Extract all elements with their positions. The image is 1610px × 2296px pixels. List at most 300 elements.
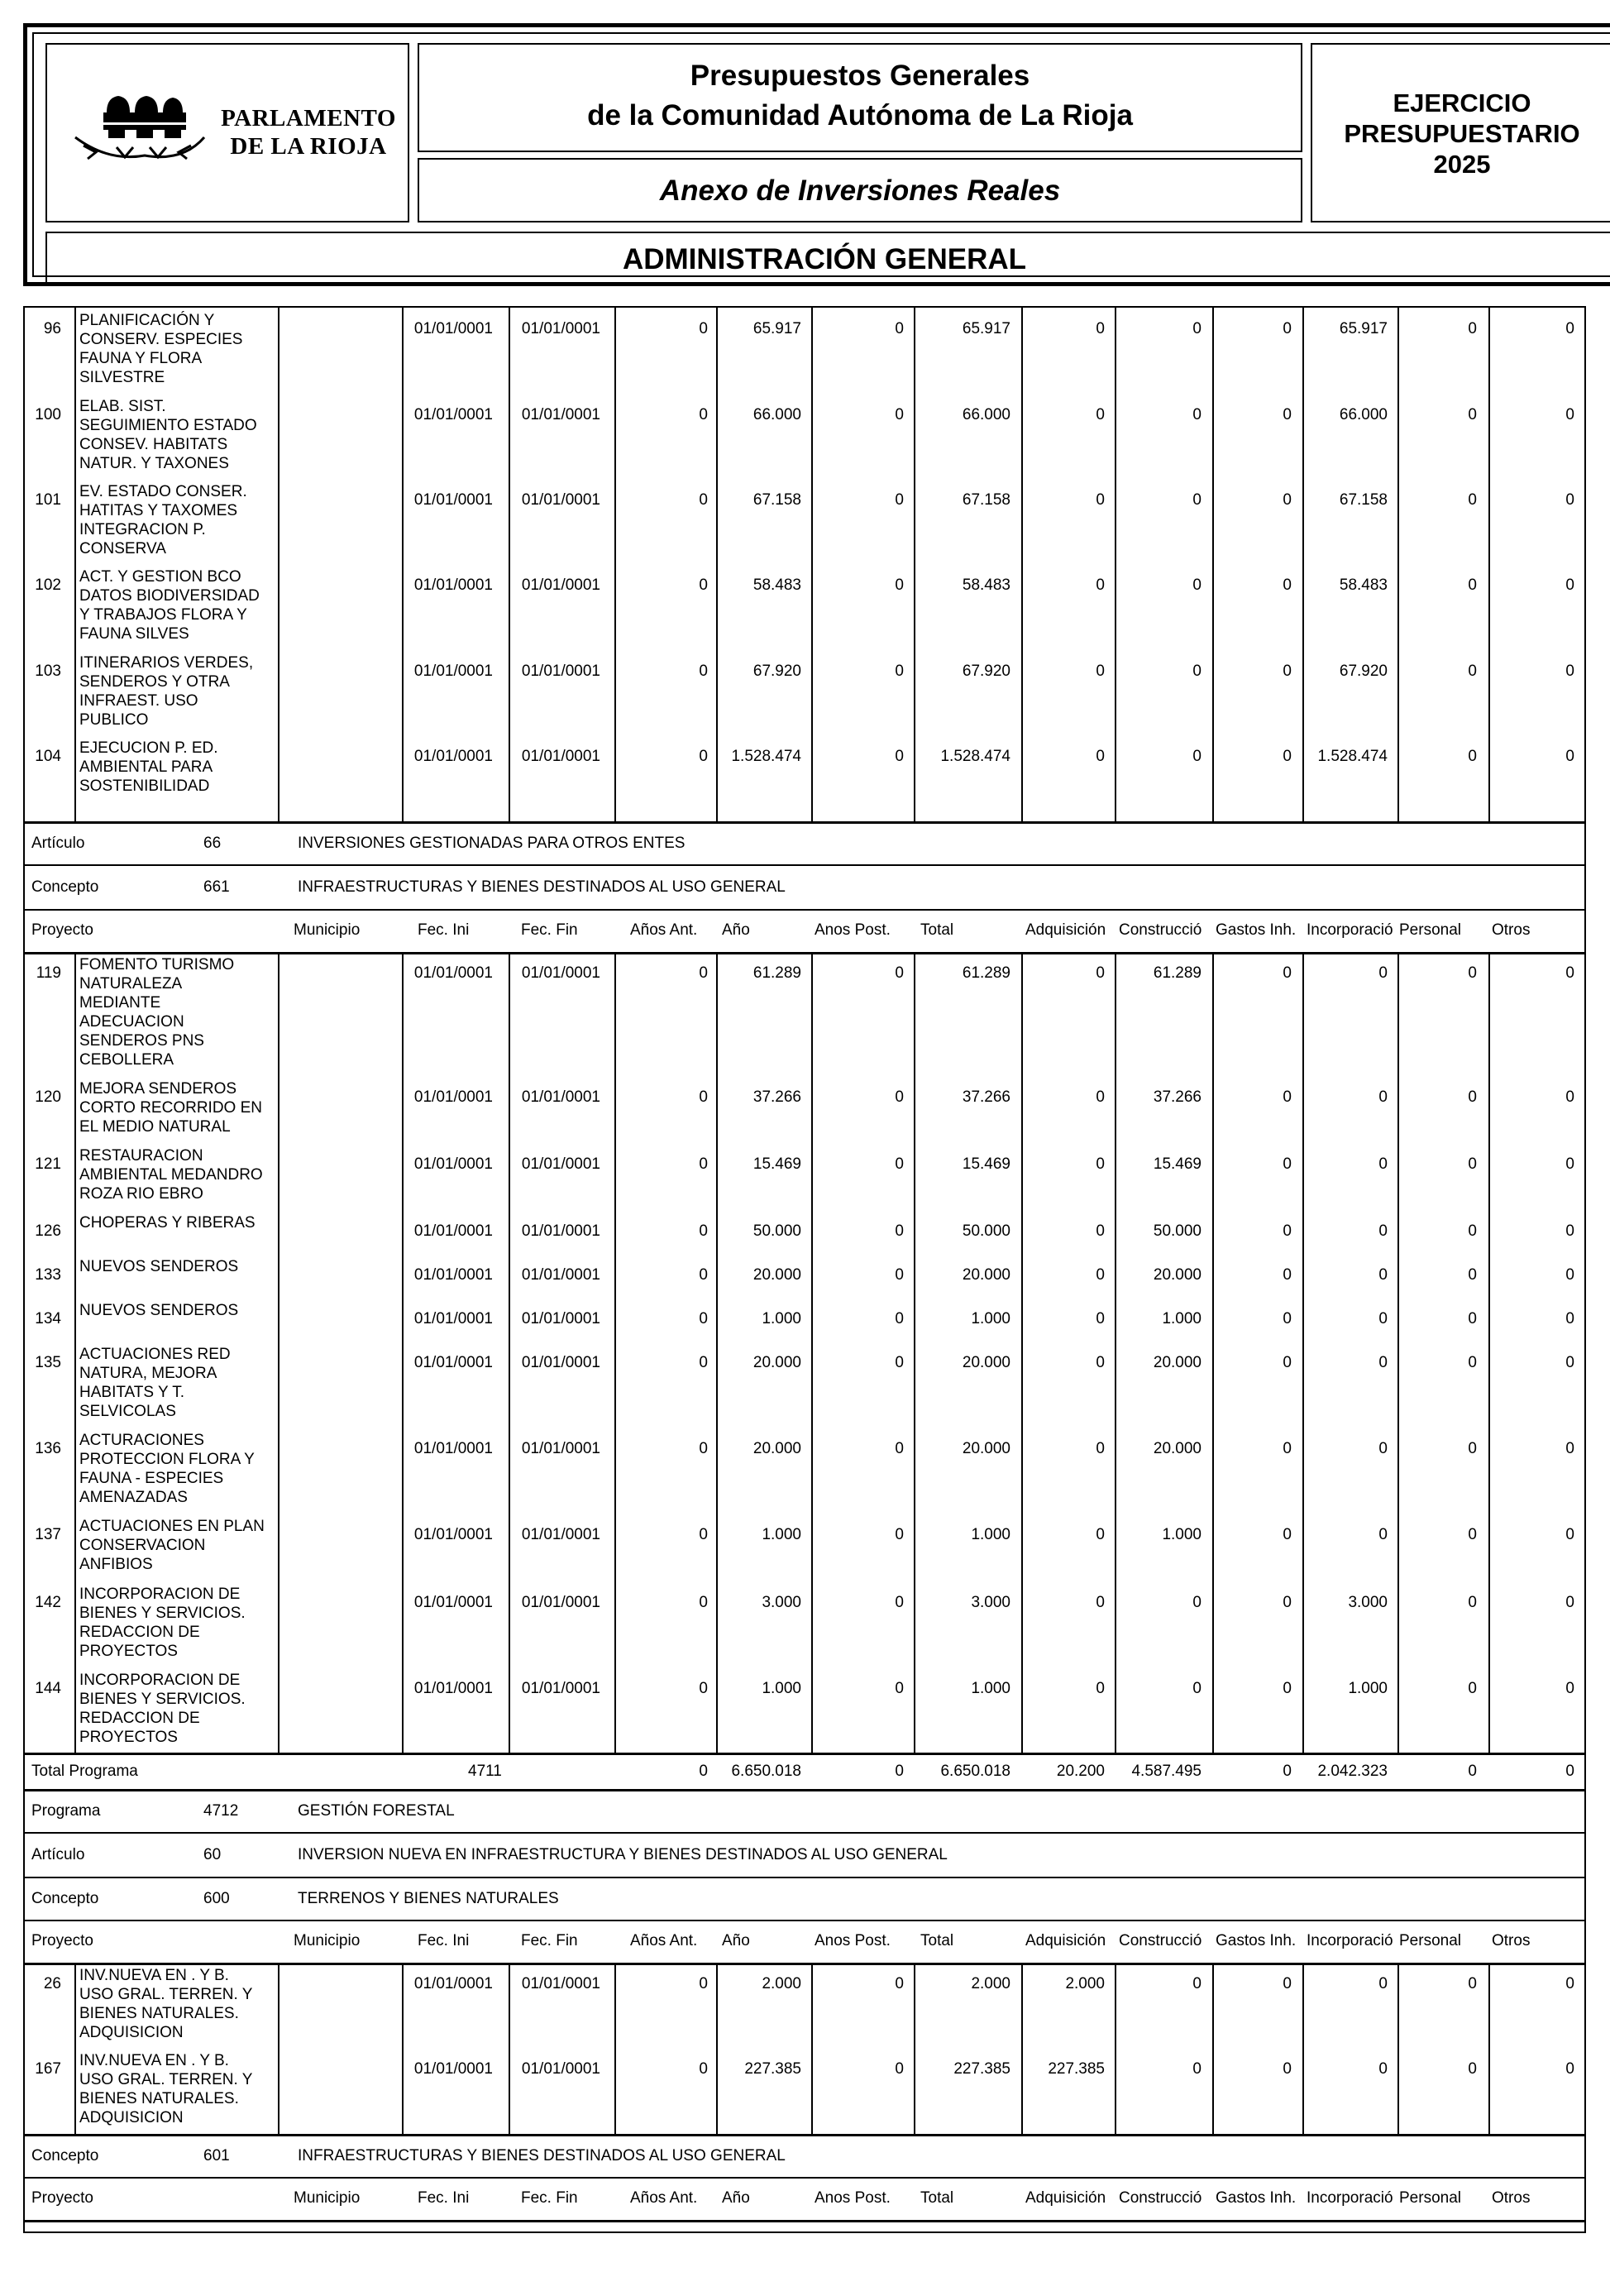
cell-pers: 0 [1468, 1155, 1477, 1173]
cell-pers: 0 [1468, 1680, 1477, 1697]
column-header: Personal [1399, 2189, 1461, 2207]
cell-post: 0 [895, 1594, 904, 1611]
cell-gastos: 0 [1283, 1222, 1292, 1240]
cell-cons: 0 [1192, 1975, 1202, 1992]
cell-gastos: 0 [1283, 1266, 1292, 1284]
cell-post: 0 [895, 1354, 904, 1371]
project-rows [25, 308, 1584, 821]
cell-post: 0 [895, 406, 904, 423]
description-line: HABITATS Y T. [79, 1384, 185, 1401]
cell-total: 20.000 [962, 1354, 1010, 1371]
cell-ant: 0 [699, 1680, 708, 1697]
description-line: ADQUISICION [79, 2024, 184, 2041]
cell-ini: 01/01/0001 [413, 1440, 493, 1457]
description-line: SELVICOLAS [79, 1403, 176, 1420]
section-code: 66 [203, 835, 222, 852]
cell-pers: 0 [1468, 1440, 1477, 1457]
cell-ini: 01/01/0001 [413, 2060, 493, 2078]
cell-description [79, 1671, 278, 1747]
cell-description [79, 1146, 278, 1203]
cell-description [79, 1301, 278, 1320]
cell-adq: 20.200 [1056, 1763, 1105, 1780]
cell-adq: 0 [1096, 662, 1105, 680]
cell-code: 133 [35, 1266, 61, 1284]
column-header: Construcció [1119, 921, 1202, 939]
cell-fin: 01/01/0001 [521, 1594, 600, 1611]
cell-post: 0 [895, 2060, 904, 2078]
column-header: Otros [1492, 921, 1531, 939]
table-row [25, 564, 1584, 650]
cell-fin: 01/01/0001 [521, 1526, 600, 1543]
column-header: Años Ant. [630, 921, 698, 939]
description-line: ACTUACIONES RED [79, 1346, 231, 1363]
table-row [25, 1581, 1584, 1667]
cell-description [79, 1257, 278, 1276]
document-header [23, 23, 1610, 286]
cell-cons: 0 [1192, 2060, 1202, 2078]
title-line-1: Presupuestos Generales [690, 60, 1030, 92]
cell-description [79, 482, 278, 558]
cell-inc: 2.042.323 [1317, 1763, 1388, 1780]
cell-description [79, 1345, 278, 1421]
cell-pers: 0 [1468, 576, 1477, 594]
exercise-label [1312, 88, 1610, 179]
table-row [25, 952, 1584, 1076]
cell-ant: 0 [699, 1266, 708, 1284]
exercise-line-2: PRESUPUESTARIO [1344, 119, 1580, 148]
cell-post: 0 [895, 576, 904, 594]
description-line: CONSERVACION [79, 1537, 206, 1554]
cell-gastos: 0 [1283, 406, 1292, 423]
cell-description [79, 1585, 278, 1661]
column-header: Fec. Ini [418, 921, 470, 939]
cell-code: 121 [35, 1155, 61, 1173]
cell-ini: 01/01/0001 [413, 1594, 493, 1611]
cell-otros: 0 [1565, 491, 1574, 509]
cell-cons: 0 [1192, 748, 1202, 765]
cell-ini: 01/01/0001 [413, 1155, 493, 1173]
column-header: Total [920, 2189, 954, 2207]
cell-ant: 0 [699, 1526, 708, 1543]
description-line: RESTAURACION [79, 1147, 203, 1165]
cell-ant: 0 [699, 1310, 708, 1327]
cell-post: 0 [895, 1526, 904, 1543]
cell-total: 3.000 [971, 1594, 1010, 1611]
cell-ano: 227.385 [744, 2060, 801, 2078]
column-header-row [25, 909, 1584, 952]
cell-total: 15.469 [962, 1155, 1010, 1173]
section-name: INVERSION NUEVA EN INFRAESTRUCTURA Y BIENES DESTINADOS AL USO GENERAL [298, 1846, 948, 1863]
cell-ant: 0 [699, 2060, 708, 2078]
cell-code: 126 [35, 1222, 61, 1240]
cell-ano: 20.000 [752, 1266, 801, 1284]
section-name: INFRAESTRUCTURAS Y BIENES DESTINADOS AL USO GENERAL [298, 2147, 786, 2164]
section-code: 60 [203, 1846, 222, 1863]
column-header: Proyecto [31, 921, 93, 939]
parlamento-logo-icon [59, 79, 208, 170]
description-line: INFRAEST. USO [79, 692, 198, 710]
cell-pers: 0 [1468, 748, 1477, 765]
column-header: Gastos Inh. [1216, 1932, 1297, 1949]
cell-ano: 3.000 [762, 1594, 801, 1611]
cell-cons: 61.289 [1153, 964, 1202, 982]
cell-otros: 0 [1565, 1975, 1574, 1992]
column-header: Fec. Fin [521, 2189, 578, 2207]
description-line: NATUR. Y TAXONES [79, 455, 229, 472]
section-name: INVERSIONES GESTIONADAS PARA OTROS ENTES [298, 835, 686, 852]
cell-pers: 0 [1468, 1266, 1477, 1284]
cell-inc: 1.000 [1348, 1680, 1388, 1697]
cell-otros: 0 [1565, 748, 1574, 765]
column-header: Adquisición [1025, 921, 1106, 939]
cell-post: 0 [895, 964, 904, 982]
column-header: Años Ant. [630, 1932, 698, 1949]
cell-total: 6.650.018 [940, 1763, 1010, 1780]
description-line: NUEVOS SENDEROS [79, 1258, 239, 1275]
description-line: ROZA RIO EBRO [79, 1185, 203, 1203]
cell-gastos: 0 [1283, 1975, 1292, 1992]
cell-ant: 0 [699, 1222, 708, 1240]
cell-cons: 4.587.495 [1131, 1763, 1202, 1780]
cell-fin: 01/01/0001 [521, 1222, 600, 1240]
description-line: MEDIANTE [79, 994, 161, 1012]
exercise-line-1: EJERCICIO [1393, 88, 1531, 117]
cell-gastos: 0 [1283, 1354, 1292, 1371]
cell-otros: 0 [1565, 320, 1574, 337]
cell-description [79, 2051, 278, 2127]
cell-ant: 0 [699, 1594, 708, 1611]
cell-adq: 0 [1096, 320, 1105, 337]
cell-description [79, 311, 278, 387]
cell-code: 144 [35, 1680, 61, 1697]
description-line: CONSERV. ESPECIES [79, 331, 243, 348]
column-header: Año [722, 921, 750, 939]
cell-otros: 0 [1565, 964, 1574, 982]
table-row [25, 650, 1584, 735]
cell-gastos: 0 [1283, 1594, 1292, 1611]
cell-ano: 1.000 [762, 1310, 801, 1327]
cell-otros: 0 [1565, 1310, 1574, 1327]
cell-total: 20.000 [962, 1266, 1010, 1284]
cell-otros: 0 [1565, 406, 1574, 423]
column-header: Personal [1399, 921, 1461, 939]
section-label: Artículo [31, 1846, 85, 1863]
description-line: SENDEROS PNS [79, 1032, 204, 1050]
total-programa-row [25, 1753, 1584, 1789]
column-header: Total [920, 921, 954, 939]
table-row [25, 1963, 1584, 2048]
section-bar-concepto [25, 1877, 1584, 1920]
cell-gastos: 0 [1283, 662, 1292, 680]
table-row [25, 1210, 1584, 1254]
column-header: Incorporació [1307, 1932, 1393, 1949]
table-row [25, 1514, 1584, 1581]
cell-ano: 67.158 [752, 491, 801, 509]
section-bar-articulo [25, 821, 1584, 864]
cell-post: 0 [895, 748, 904, 765]
section-title: ADMINISTRACIÓN GENERAL [622, 243, 1027, 275]
column-header: Municipio [294, 921, 361, 939]
cell-cons: 15.469 [1153, 1155, 1202, 1173]
cell-description [79, 1431, 278, 1507]
section-box [45, 232, 1610, 285]
cell-otros: 0 [1565, 1763, 1574, 1780]
description-line: HATITAS Y TAXOMES [79, 502, 238, 519]
section-label: Concepto [31, 878, 99, 896]
cell-ant: 0 [699, 320, 708, 337]
cell-cons: 0 [1192, 491, 1202, 509]
cell-cons: 0 [1192, 1594, 1202, 1611]
cell-inc: 0 [1378, 1310, 1388, 1327]
description-line: ACTUACIONES EN PLAN [79, 1518, 265, 1535]
cell-ano: 66.000 [752, 406, 801, 423]
column-header: Gastos Inh. [1216, 2189, 1297, 2207]
cell-description [79, 1213, 278, 1232]
cell-otros: 0 [1565, 1680, 1574, 1697]
cell-fin: 01/01/0001 [521, 1088, 600, 1106]
cell-ant: 0 [699, 1975, 708, 1992]
section-bar-programa [25, 1789, 1584, 1832]
table-row [25, 1254, 1584, 1298]
cell-code: 100 [35, 406, 61, 423]
cell-ano: 50.000 [752, 1222, 801, 1240]
cell-gastos: 0 [1283, 1155, 1292, 1173]
column-header: Municipio [294, 1932, 361, 1949]
cell-description [79, 955, 278, 1069]
cell-fin: 01/01/0001 [521, 576, 600, 594]
cell-ant: 0 [699, 1440, 708, 1457]
section-label: Concepto [31, 1890, 99, 1907]
description-line: SENDEROS Y OTRA [79, 673, 230, 691]
cell-gastos: 0 [1283, 1440, 1292, 1457]
cell-description [79, 1966, 278, 2042]
cell-code: 142 [35, 1594, 61, 1611]
title-line-2: de la Comunidad Autónoma de La Rioja [587, 99, 1133, 132]
cell-pers: 0 [1468, 1222, 1477, 1240]
cell-adq: 2.000 [1065, 1975, 1105, 1992]
cell-pers: 0 [1468, 320, 1477, 337]
description-line: DATOS BIODIVERSIDAD [79, 587, 260, 605]
cell-ano: 15.469 [752, 1155, 801, 1173]
table-row [25, 735, 1584, 821]
cell-total: 50.000 [962, 1222, 1010, 1240]
description-line: REDACCION DE [79, 1710, 200, 1727]
column-header-row [25, 2177, 1584, 2220]
cell-otros: 0 [1565, 1088, 1574, 1106]
cell-adq: 0 [1096, 1155, 1105, 1173]
cell-adq: 0 [1096, 1222, 1105, 1240]
description-line: REDACCION DE [79, 1624, 200, 1641]
cell-total: 20.000 [962, 1440, 1010, 1457]
cell-ant: 0 [699, 1354, 708, 1371]
cell-post: 0 [895, 1440, 904, 1457]
cell-ant: 0 [699, 1155, 708, 1173]
cell-otros: 0 [1565, 2060, 1574, 2078]
cell-otros: 0 [1565, 1594, 1574, 1611]
cell-ini: 01/01/0001 [413, 1088, 493, 1106]
subtitle-box [418, 158, 1302, 222]
description-line: USO GRAL. TERREN. Y [79, 1986, 253, 2003]
description-line: PROTECCION FLORA Y [79, 1451, 255, 1468]
column-header: Incorporació [1307, 921, 1393, 939]
cell-fin: 01/01/0001 [521, 1354, 600, 1371]
cell-ano: 20.000 [752, 1354, 801, 1371]
cell-otros: 0 [1565, 662, 1574, 680]
description-line: INV.NUEVA EN . Y B. [79, 2052, 229, 2069]
cell-ini: 01/01/0001 [413, 1310, 493, 1327]
cell-inc: 0 [1378, 1222, 1388, 1240]
cell-cons: 20.000 [1153, 1354, 1202, 1371]
cell-ant: 0 [699, 1088, 708, 1106]
description-line: FAUNA - ESPECIES [79, 1470, 224, 1487]
description-line: ADQUISICION [79, 2109, 184, 2126]
logo-line-2: DE LA RIOJA [230, 133, 387, 160]
description-line: CORTO RECORRIDO EN [79, 1099, 262, 1117]
cell-pers: 0 [1468, 491, 1477, 509]
description-line: INCORPORACION DE [79, 1586, 241, 1603]
cell-adq: 0 [1096, 1440, 1105, 1457]
cell-inc: 0 [1378, 1155, 1388, 1173]
description-line: PROYECTOS [79, 1729, 178, 1746]
description-line: ACTURACIONES [79, 1432, 204, 1449]
cell-adq: 0 [1096, 1680, 1105, 1697]
total-label: Total Programa [31, 1763, 138, 1780]
section-bar-articulo [25, 1832, 1584, 1877]
cell-ini: 01/01/0001 [413, 1975, 493, 1992]
cell-cons: 1.000 [1162, 1310, 1202, 1327]
cell-ini: 01/01/0001 [413, 1266, 493, 1284]
cell-otros: 0 [1565, 1222, 1574, 1240]
description-line: PROYECTOS [79, 1643, 178, 1660]
column-header: Adquisición [1025, 2189, 1106, 2207]
cell-post: 0 [895, 1088, 904, 1106]
column-header: Construcció [1119, 1932, 1202, 1949]
cell-cons: 0 [1192, 406, 1202, 423]
cell-fin: 01/01/0001 [521, 1310, 600, 1327]
description-line: BIENES NATURALES. [79, 2090, 239, 2107]
cell-ini: 01/01/0001 [413, 1222, 493, 1240]
column-header: Municipio [294, 2189, 361, 2207]
cell-otros: 0 [1565, 1266, 1574, 1284]
section-label: Programa [31, 1802, 101, 1820]
logo-text [209, 104, 408, 160]
description-line: SILVESTRE [79, 369, 165, 386]
cell-post: 0 [895, 1975, 904, 1992]
cell-gastos: 0 [1283, 1763, 1292, 1780]
cell-adq: 0 [1096, 964, 1105, 982]
description-line: ELAB. SIST. [79, 398, 166, 415]
cell-gastos: 0 [1283, 964, 1292, 982]
cell-post: 0 [895, 320, 904, 337]
description-line: NATURALEZA [79, 975, 183, 993]
section-label: Artículo [31, 835, 85, 852]
table-row [25, 394, 1584, 479]
cell-adq: 0 [1096, 1354, 1105, 1371]
cell-total: 61.289 [962, 964, 1010, 982]
description-line: BIENES Y SERVICIOS. [79, 1605, 246, 1622]
cell-ant: 0 [699, 576, 708, 594]
description-line: AMBIENTAL PARA [79, 758, 213, 776]
cell-ini: 01/01/0001 [413, 491, 493, 509]
cell-total: 58.483 [962, 576, 1010, 594]
cell-ant: 0 [699, 748, 708, 765]
description-line: SOSTENIBILIDAD [79, 777, 210, 795]
header-frame [32, 32, 1610, 277]
cell-fin: 01/01/0001 [521, 662, 600, 680]
column-header: Proyecto [31, 1932, 93, 1949]
cell-fin: 01/01/0001 [521, 320, 600, 337]
cell-adq: 0 [1096, 1594, 1105, 1611]
column-header: Año [722, 2189, 750, 2207]
section-label: Concepto [31, 2147, 99, 2164]
description-line: CONSEV. HABITATS [79, 436, 228, 453]
cell-adq: 0 [1096, 1088, 1105, 1106]
cell-cons: 0 [1192, 1680, 1202, 1697]
table-row [25, 308, 1584, 394]
cell-pers: 0 [1468, 2060, 1477, 2078]
cell-inc: 0 [1378, 1440, 1388, 1457]
cell-fin: 01/01/0001 [521, 748, 600, 765]
cell-fin: 01/01/0001 [521, 1266, 600, 1284]
description-line: SEGUIMIENTO ESTADO [79, 417, 257, 434]
column-header: Otros [1492, 1932, 1531, 1949]
cell-total: 1.528.474 [940, 748, 1010, 765]
description-line: INV.NUEVA EN . Y B. [79, 1967, 229, 1984]
cell-pers: 0 [1468, 964, 1477, 982]
description-line: PLANIFICACIÓN Y [79, 312, 215, 329]
table-row [25, 479, 1584, 564]
exercise-line-3: 2025 [1433, 150, 1491, 179]
column-header: Otros [1492, 2189, 1531, 2207]
cell-gastos: 0 [1283, 1526, 1292, 1543]
cell-total: 1.000 [971, 1310, 1010, 1327]
cell-ano: 37.266 [752, 1088, 801, 1106]
cell-description [79, 739, 278, 796]
cell-ano: 1.000 [762, 1526, 801, 1543]
cell-description [79, 1079, 278, 1136]
cell-gastos: 0 [1283, 1310, 1292, 1327]
cell-ant: 0 [699, 406, 708, 423]
cell-pers: 0 [1468, 1354, 1477, 1371]
table-row [25, 2048, 1584, 2134]
cell-cons: 1.000 [1162, 1526, 1202, 1543]
cell-inc: 0 [1378, 1526, 1388, 1543]
column-header-row [25, 1920, 1584, 1963]
cell-total: 227.385 [953, 2060, 1010, 2078]
cell-adq: 0 [1096, 1310, 1105, 1327]
description-line: BIENES Y SERVICIOS. [79, 1691, 246, 1708]
project-rows [25, 952, 1584, 1753]
cell-total: 1.000 [971, 1526, 1010, 1543]
cell-gastos: 0 [1283, 2060, 1292, 2078]
description-line: NUEVOS SENDEROS [79, 1302, 239, 1319]
description-line: CEBOLLERA [79, 1051, 174, 1069]
column-header: Construcció [1119, 2189, 1202, 2207]
cell-code: 167 [35, 2060, 61, 2078]
description-line: EL MEDIO NATURAL [79, 1118, 231, 1136]
cell-ini: 01/01/0001 [413, 748, 493, 765]
cell-gastos: 0 [1283, 748, 1292, 765]
cell-gastos: 0 [1283, 576, 1292, 594]
cell-ant: 0 [699, 1763, 708, 1780]
document-subtitle: Anexo de Inversiones Reales [659, 175, 1061, 207]
column-header: Proyecto [31, 2189, 93, 2207]
logo-line-1: PARLAMENTO [221, 105, 396, 132]
investments-table [23, 306, 1586, 2233]
cell-fin: 01/01/0001 [521, 1975, 600, 1992]
table-row [25, 1342, 1584, 1428]
cell-post: 0 [895, 662, 904, 680]
